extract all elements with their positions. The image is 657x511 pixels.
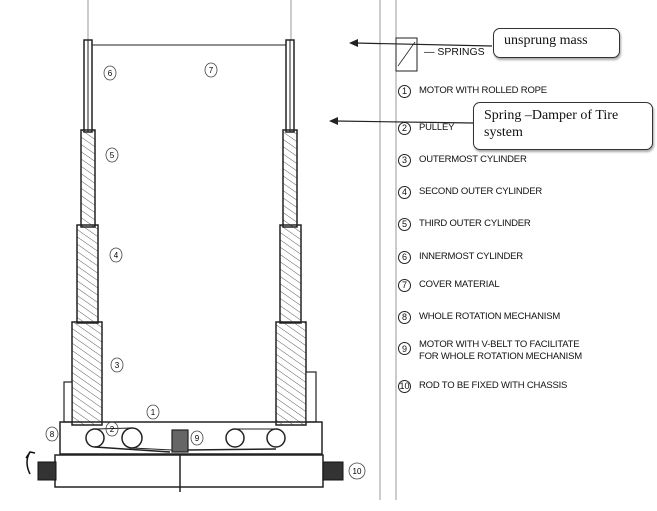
left-outer-housing bbox=[64, 382, 72, 422]
legend-number: 2 bbox=[398, 122, 411, 135]
legend-label: WHOLE ROTATION MECHANISM bbox=[419, 311, 561, 322]
legend-item-9 bbox=[398, 339, 599, 367]
legend-number: 7 bbox=[398, 279, 411, 292]
left-chassis-rod bbox=[38, 462, 56, 480]
legend-label: COVER MATERIAL bbox=[419, 279, 500, 290]
unsprung-mass-callout: unsprung mass bbox=[493, 28, 620, 58]
legend-number: 5 bbox=[398, 218, 411, 231]
legend-item-1 bbox=[398, 81, 547, 101]
marker-3: 3 bbox=[114, 361, 120, 370]
marker-10: 10 bbox=[352, 467, 362, 476]
right-third-cylinder bbox=[283, 130, 297, 227]
base-platform bbox=[55, 455, 323, 487]
legend-number: 8 bbox=[398, 311, 411, 324]
right-outer-housing bbox=[306, 372, 316, 422]
right-column bbox=[276, 40, 316, 425]
legend-item-8 bbox=[398, 307, 560, 327]
legend-number: 3 bbox=[398, 154, 411, 167]
legend-item-7 bbox=[398, 275, 499, 295]
unsprung-arrowhead bbox=[349, 39, 358, 47]
v-belt-motor bbox=[172, 430, 188, 452]
pulley-left-1 bbox=[86, 429, 104, 447]
marker-8: 8 bbox=[49, 430, 55, 439]
legend-item-10 bbox=[398, 376, 567, 396]
legend-label: SECOND OUTER CYLINDER bbox=[419, 186, 543, 197]
springs-label: — SPRINGS bbox=[424, 46, 485, 58]
pulley-right-2 bbox=[267, 429, 285, 447]
legend-label: MOTOR WITH ROLLED ROPE bbox=[419, 85, 547, 96]
right-outermost-cylinder bbox=[276, 322, 306, 425]
legend-number: 10 bbox=[399, 381, 410, 391]
pulley-right-1 bbox=[226, 429, 244, 447]
pulley-left-2 bbox=[122, 428, 142, 448]
rotation-arrow bbox=[26, 452, 35, 474]
marker-6: 6 bbox=[107, 69, 113, 78]
right-chassis-rod bbox=[323, 462, 343, 480]
left-third-cylinder bbox=[81, 130, 95, 227]
legend-label: MOTOR WITH V-BELT TO FACILITATE FOR WHOLE ROTATION MECHANISM bbox=[419, 339, 582, 362]
legend-label: PULLEY bbox=[419, 122, 455, 133]
marker-4: 4 bbox=[113, 251, 119, 260]
marker-9: 9 bbox=[194, 434, 200, 443]
marker-1: 1 bbox=[150, 408, 156, 417]
left-second-cylinder bbox=[77, 225, 98, 323]
spring-damper-arrowhead bbox=[329, 117, 338, 125]
legend-label: ROD TO BE FIXED WITH CHASSIS bbox=[419, 380, 568, 391]
marker-2: 2 bbox=[109, 425, 115, 434]
legend-number: 6 bbox=[398, 251, 411, 264]
spring-damper-callout: Spring –Damper of Tire system bbox=[473, 102, 653, 150]
legend-number: 1 bbox=[398, 85, 411, 98]
legend-item-2 bbox=[398, 118, 454, 138]
legend-number: 9 bbox=[398, 342, 411, 355]
legend-item-5 bbox=[398, 214, 531, 234]
legend-label: OUTERMOST CYLINDER bbox=[419, 154, 527, 165]
marker-7: 7 bbox=[208, 66, 214, 75]
legend-label: INNERMOST CYLINDER bbox=[419, 251, 523, 262]
legend-item-4 bbox=[398, 182, 542, 202]
left-column bbox=[64, 40, 102, 425]
left-outermost-cylinder bbox=[72, 322, 102, 425]
right-second-cylinder bbox=[280, 225, 301, 323]
belt-right-bottom bbox=[188, 449, 276, 450]
legend-number: 4 bbox=[398, 186, 411, 199]
legend-item-3 bbox=[398, 150, 527, 170]
marker-5: 5 bbox=[109, 151, 115, 160]
legend-label: THIRD OUTER CYLINDER bbox=[419, 218, 531, 229]
legend-item-6 bbox=[398, 247, 523, 267]
